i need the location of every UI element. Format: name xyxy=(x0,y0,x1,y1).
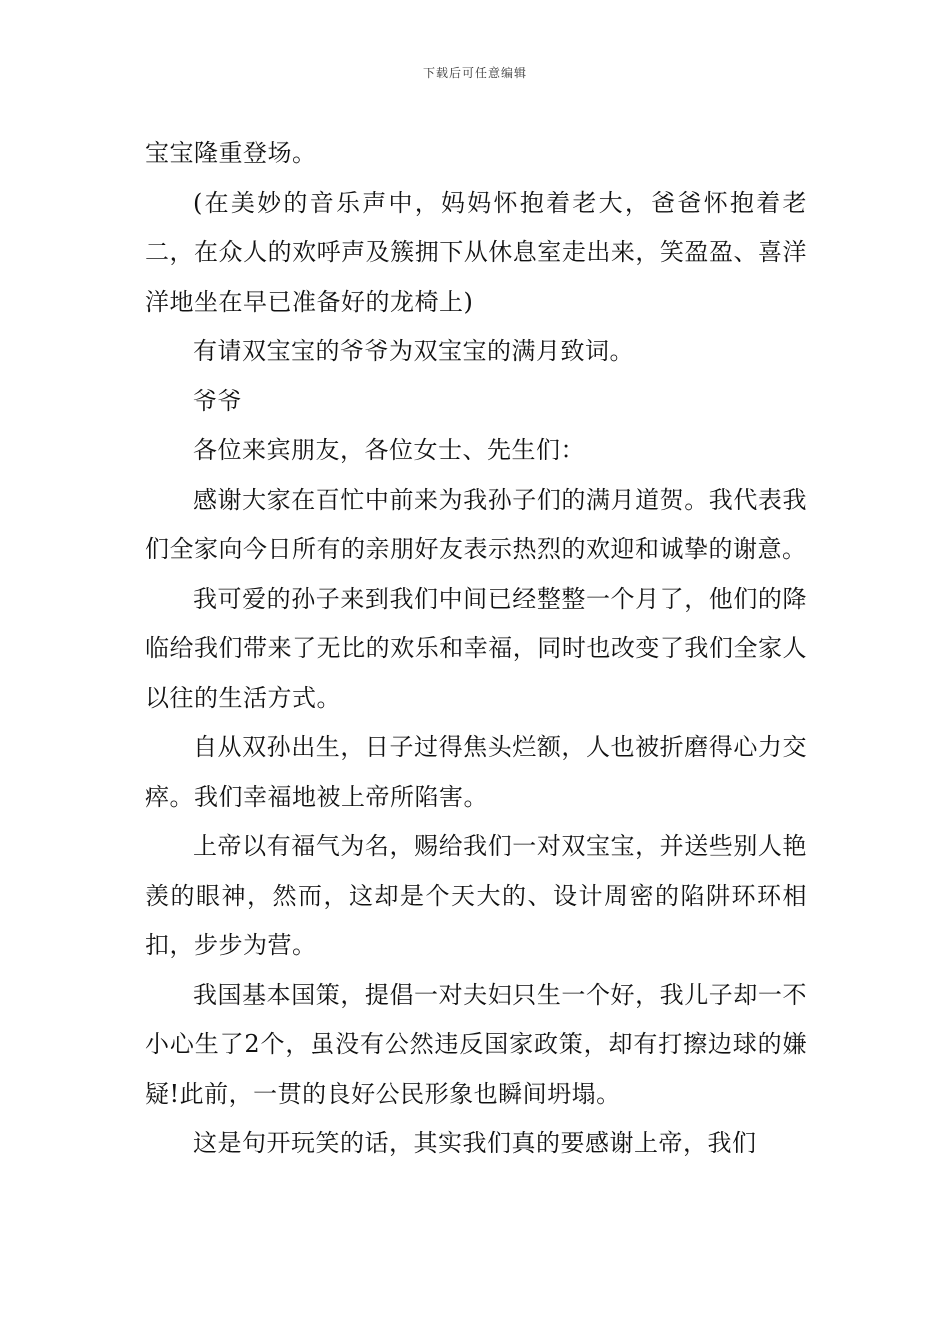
paragraph-closing-fragment: 这是句开玩笑的话，其实我们真的要感谢上帝，我们 xyxy=(193,1129,757,1157)
page-header-note: 下载后可任意编辑 xyxy=(422,66,527,80)
paragraph-grandson-arrival: 我可爱的孙子来到我们中间已经整整一个月了，他们的降临给我们带来了无比的欢乐和幸福，同时也改变了我们全家人以往的生活方式。 xyxy=(145,584,807,712)
paragraph-policy-joke: 我国基本国策，提倡一对夫妇只生一个好，我儿子却一不小心生了2个，虽没有公然违反国家政策，却有打擦边球的嫌疑!此前，一贯的良好公民形象也瞬间坍塌。 xyxy=(145,980,807,1108)
paragraph-thanks: 感谢大家在百忙中前来为我孙子们的满月道贺。我代表我们全家向今日所有的亲朋好友表示热烈的欢迎和诚挚的谢意。 xyxy=(145,485,807,563)
document-body xyxy=(145,129,807,1169)
paragraph-stage-direction: (在美妙的音乐声中，妈妈怀抱着老大，爸爸怀抱着老二，在众人的欢呼声及簇拥下从休息室走出来，笑盈盈、喜洋洋地坐在早已准备好的龙椅上) xyxy=(145,188,807,316)
paragraph-invitation: 有请双宝宝的爷爷为双宝宝的满月致词。 xyxy=(193,337,634,365)
paragraph-blessing: 上帝以有福气为名，赐给我们一对双宝宝，并送些别人艳羡的眼神，然而，这却是个天大的、设计周密的陷阱环环相扣，步步为营。 xyxy=(145,832,807,959)
paragraph-exhaustion: 自从双孙出生，日子过得焦头烂额，人也被折磨得心力交瘁。我们幸福地被上帝所陷害。 xyxy=(145,733,807,811)
paragraph-salutation: 各位来宾朋友，各位女士、先生们： xyxy=(193,436,585,464)
speaker-label: 爷爷 xyxy=(193,386,242,415)
paragraph-continuation: 宝宝隆重登场。 xyxy=(145,139,317,167)
